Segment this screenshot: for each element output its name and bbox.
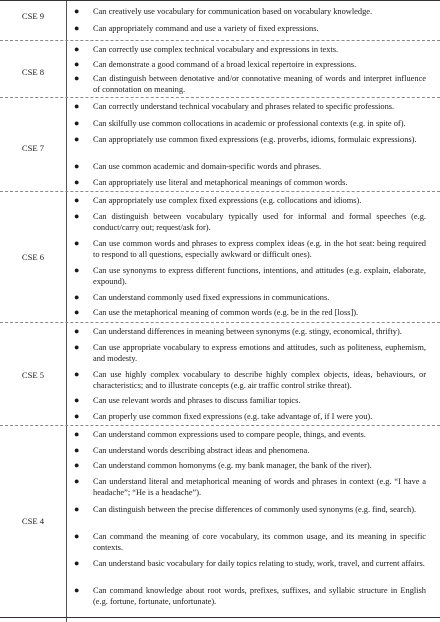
descriptor-item: ● Can understand basic vocabulary for daily topics relating to study, work, travel, and current affairs. [74, 558, 425, 568]
bullet-icon: ● [74, 101, 80, 111]
bullet-icon: ● [74, 307, 80, 317]
bullet-icon: ● [74, 504, 80, 514]
descriptor-item: ● Can appropriately command and use a variety of fixed expressions. [74, 23, 319, 33]
bullet-icon: ● [74, 326, 80, 336]
bullet-icon: ● [74, 195, 80, 205]
level-label: CSE 7 [21, 143, 45, 153]
descriptor-item: ● Can correctly understand technical vocabulary and phrases related to specific professions. [74, 101, 395, 111]
bullet-icon: ● [74, 585, 80, 595]
bullet-icon: ● [74, 118, 80, 128]
descriptor-item: ● Can understand common expressions used to compare people, things, and events. [74, 429, 366, 439]
bullet-icon: ● [74, 445, 80, 455]
descriptor-item: ● Can correctly use complex technical vocabulary and expressions in texts. [74, 44, 339, 54]
bullet-icon: ● [74, 411, 80, 421]
descriptor-item: ● Can properly use common fixed expressions (e.g. take advantage of, if I were you). [74, 411, 373, 421]
descriptor-item: ● Can skilfully use common collocations in academic or professional contexts (e.g. in spite of). [74, 118, 406, 128]
table-bottom-rule [0, 617, 440, 618]
bullet-icon: ● [74, 73, 80, 83]
bullet-icon: ● [74, 429, 80, 439]
descriptor-item: ● Can command knowledge about root words, prefixes, suffixes, and syllabic structure in English (e.g. fortune, fortunate, unfortunate). [74, 585, 426, 607]
descriptor-item: ● Can use synonyms to express different functions, intentions, and attitudes (e.g. explain, elaborate, expound). [74, 265, 426, 287]
bullet-icon: ● [74, 531, 80, 541]
level-label: CSE 8 [21, 67, 45, 77]
descriptor-item: ● Can understand words describing abstract ideas and phenomena. [74, 445, 310, 455]
descriptor-item: ● Can appropriately use common fixed expressions (e.g. proverbs, idioms, formulaic expressions). [74, 134, 417, 144]
descriptor-item: ● Can distinguish between denotative and/or connotative meaning of words and interpret influence of connotation on meaning. [74, 73, 426, 95]
row-separator [0, 97, 440, 98]
descriptor-item: ● Can demonstrate a good command of a broad lexical repertoire in expressions. [74, 59, 357, 69]
row-separator [0, 191, 440, 192]
bullet-icon: ● [74, 134, 80, 144]
table-top-rule [0, 0, 440, 1]
descriptor-item: ● Can use the metaphorical meaning of common words (e.g. be in the red [loss]). [74, 307, 359, 317]
descriptor-item: ● Can use appropriate vocabulary to express emotions and attitudes, such as politeness, euphemism, and modesty. [74, 342, 426, 364]
descriptor-item: ● Can use common words and phrases to express complex ideas (e.g. in the hot seat: being required to respond to all questions, especially awkward or difficult ones). [74, 238, 426, 260]
descriptor-item: ● Can understand commonly used fixed expressions in communications. [74, 292, 330, 302]
level-label: CSE 9 [21, 11, 45, 21]
bullet-icon: ● [74, 558, 80, 568]
bullet-icon: ● [74, 238, 80, 248]
row-separator [0, 322, 440, 323]
bullet-icon: ● [74, 292, 80, 302]
descriptor-item: ● Can use relevant words and phrases to discuss familiar topics. [74, 395, 301, 405]
bullet-icon: ● [74, 6, 80, 16]
column-divider [66, 0, 67, 622]
descriptor-item: ● Can distinguish between the precise differences of commonly used synonyms (e.g. find, search). [74, 504, 417, 514]
descriptor-item: ● Can understand literal and metaphorical meaning of words and phrases in context (e.g. “I have a headache”; “He is a headache”). [74, 476, 426, 498]
bullet-icon: ● [74, 476, 80, 486]
descriptor-item: ● Can use common academic and domain-specific words and phrases. [74, 161, 322, 171]
bullet-icon: ● [74, 265, 80, 275]
descriptor-item: ● Can appropriately use literal and metaphorical meanings of common words. [74, 177, 348, 187]
level-label: CSE 6 [21, 252, 45, 262]
bullet-icon: ● [74, 342, 80, 352]
descriptor-item: ● Can creatively use vocabulary for communication based on vocabulary knowledge. [74, 6, 373, 16]
bullet-icon: ● [74, 460, 80, 470]
descriptor-item: ● Can use highly complex vocabulary to describe highly complex objects, ideas, behaviours, or characteristics; and to illustrate concepts (e.g. air traffic control strike threat). [74, 369, 426, 391]
bullet-icon: ● [74, 177, 80, 187]
bullet-icon: ● [74, 44, 80, 54]
descriptor-item: ● Can understand differences in meaning between synonyms (e.g. stingy, economical, thrifty). [74, 326, 402, 336]
row-separator [0, 40, 440, 41]
level-label: CSE 4 [21, 516, 45, 526]
bullet-icon: ● [74, 59, 80, 69]
bullet-icon: ● [74, 395, 80, 405]
descriptor-item: ● Can appropriately use complex fixed expressions (e.g. collocations and idioms). [74, 195, 362, 205]
descriptor-item: ● Can command the meaning of core vocabulary, its common usage, and its meaning in specific contexts. [74, 531, 426, 553]
bullet-icon: ● [74, 161, 80, 171]
bullet-icon: ● [74, 369, 80, 379]
bullet-icon: ● [74, 23, 80, 33]
row-separator [0, 425, 440, 426]
level-label: CSE 5 [21, 370, 45, 380]
descriptor-item: ● Can distinguish between vocabulary typically used for informal and formal speeches (e.g. conduct/carry out; request/ask for). [74, 211, 426, 233]
bullet-icon: ● [74, 211, 80, 221]
descriptor-item: ● Can understand common homonyms (e.g. my bank manager, the bank of the river). [74, 460, 372, 470]
